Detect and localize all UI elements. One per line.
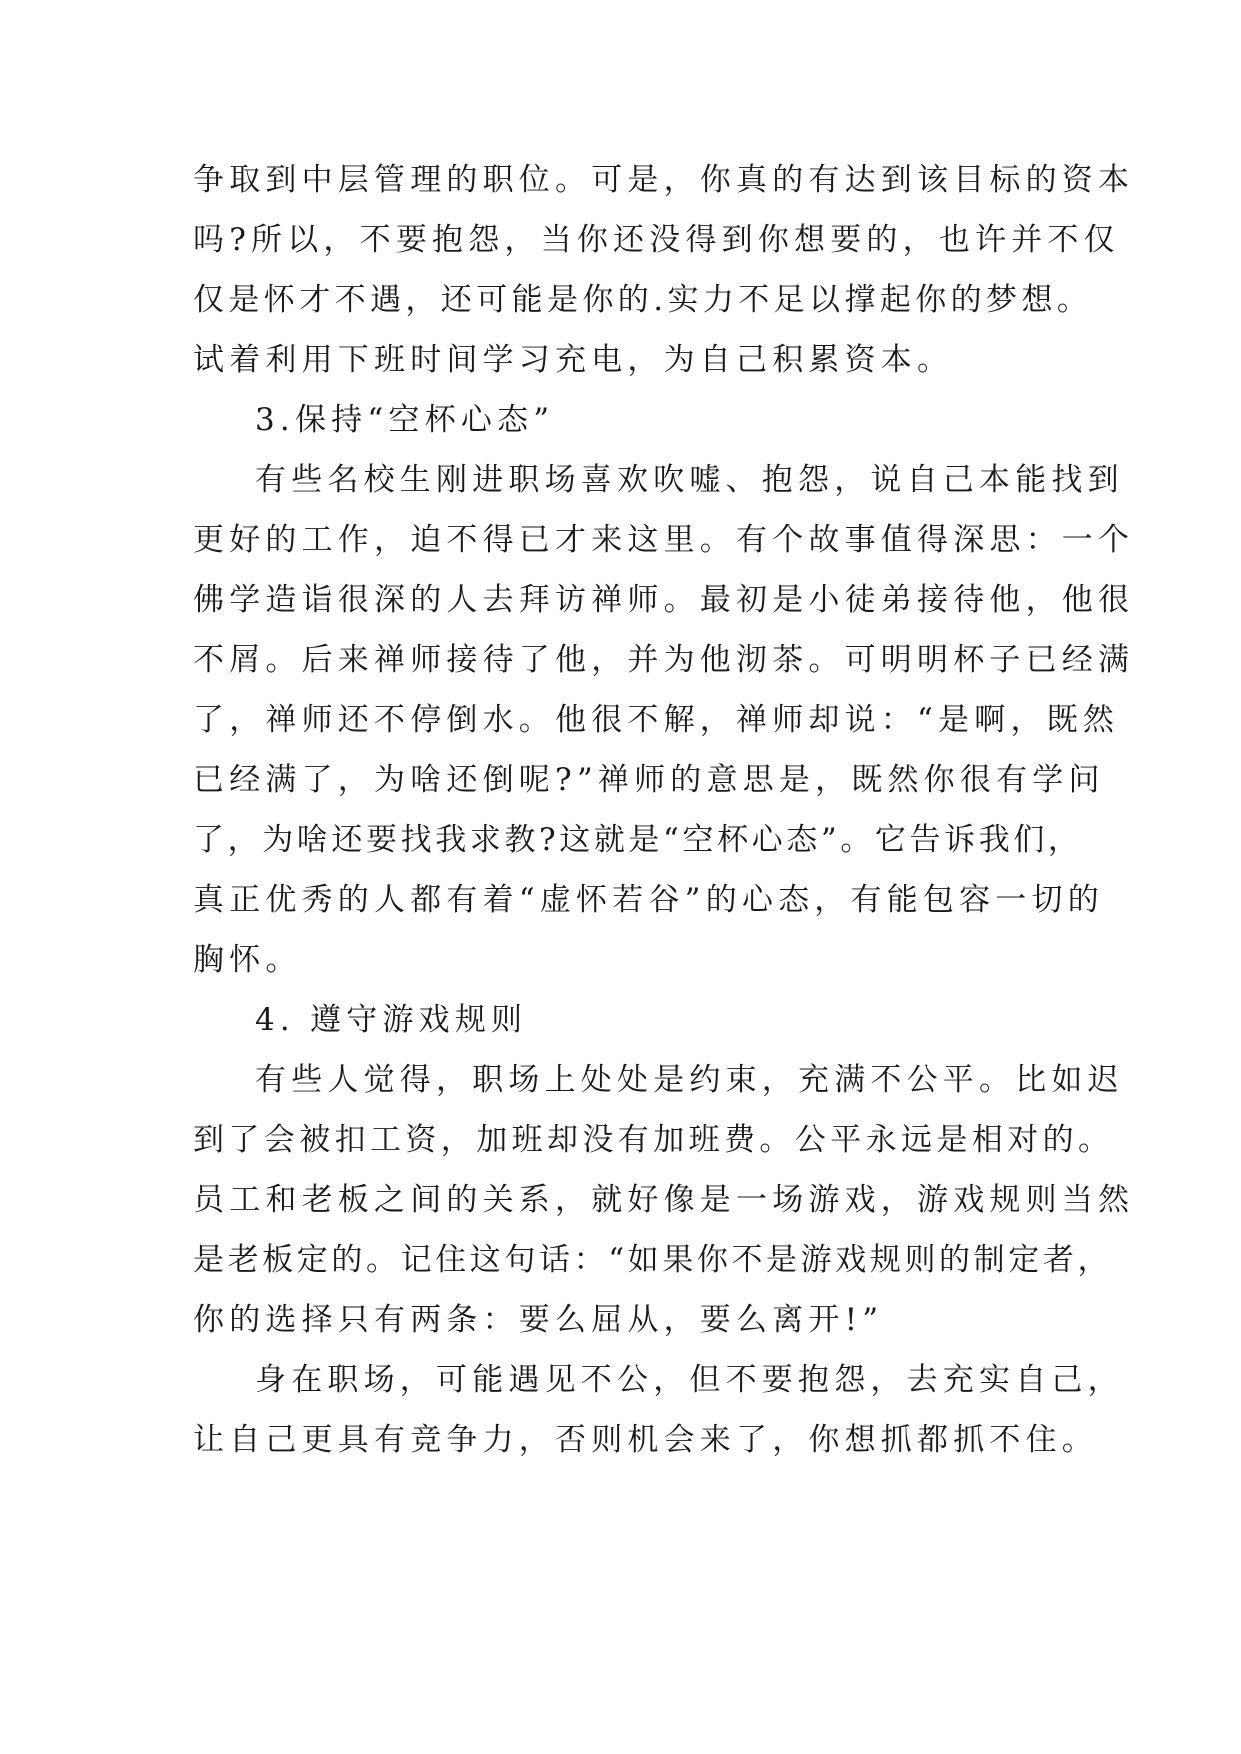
text-line: 佛学造诣很深的人去拜访禅师。最初是小徒弟接待他，他很 xyxy=(193,582,1135,618)
text-line: 了，禅师还不停倒水。他很不解，禅师却说：“是啊，既然 xyxy=(193,702,1120,738)
section-heading: 3.保持“空杯心态” xyxy=(255,402,555,438)
text-line: 不屑。后来禅师接待了他，并为他沏茶。可明明杯子已经满 xyxy=(193,642,1135,678)
text-line: 有些人觉得，职场上处处是约束，充满不公平。比如迟 xyxy=(255,1062,1124,1098)
text-line: 更好的工作，迫不得已才来这里。有个故事值得深思：一个 xyxy=(193,522,1135,558)
text-line: 是老板定的。记住这句话：“如果你不是游戏规则的制定者， xyxy=(193,1242,1113,1278)
text-line: 你的选择只有两条：要么屈从，要么离开!” xyxy=(193,1302,884,1338)
text-line: 已经满了，为啥还倒呢?”禅师的意思是，既然你很有学问 xyxy=(193,762,1105,798)
text-line: 员工和老板之间的关系，就好像是一场游戏，游戏规则当然 xyxy=(193,1182,1135,1218)
text-line: 到了会被扣工资，加班却没有加班费。公平永远是相对的。 xyxy=(193,1122,1114,1158)
text-line: 真正优秀的人都有着“虚怀若谷”的心态，有能包容一切的 xyxy=(193,882,1104,918)
text-line: 试着利用下班时间学习充电，为自己积累资本。 xyxy=(193,342,954,378)
text-line: 仅是怀才不遇，还可能是你的.实力不足以撑起你的梦想。 xyxy=(193,282,1093,318)
text-line: 争取到中层管理的职位。可是，你真的有达到该目标的资本 xyxy=(193,162,1135,198)
text-line: 有些名校生刚进职场喜欢吹嘘、抱怨，说自己本能找到 xyxy=(255,462,1124,498)
text-line: 让自己更具有竞争力，否则机会来了，你想抓都抓不住。 xyxy=(193,1422,1098,1458)
document-body xyxy=(193,150,1135,1470)
section-heading: 4. 遵守游戏规则 xyxy=(255,1002,528,1038)
text-line: 了，为啥还要找我求教?这就是“空杯心态”。它告诉我们， xyxy=(193,822,1083,858)
text-line: 吗?所以，不要抱怨，当你还没得到你想要的，也许并不仅 xyxy=(193,222,1120,258)
text-line: 胸怀。 xyxy=(193,942,302,978)
text-line: 身在职场，可能遇见不公，但不要抱怨，去充实自己， xyxy=(255,1362,1124,1398)
